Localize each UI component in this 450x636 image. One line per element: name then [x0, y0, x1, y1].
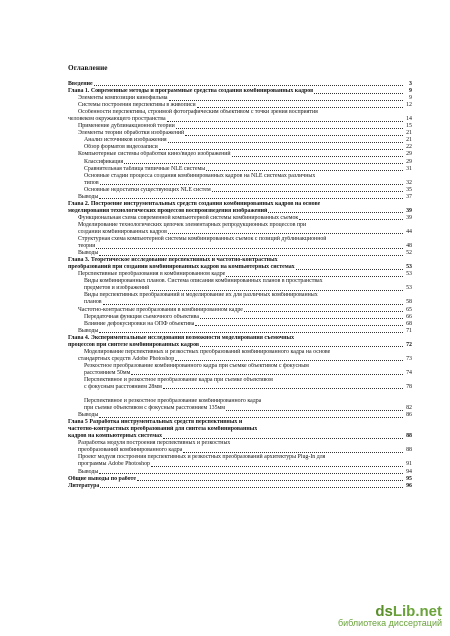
dot-leader: [176, 128, 403, 129]
toc-entry-page: 44: [406, 228, 412, 235]
toc-entry-page: 94: [406, 468, 412, 475]
toc-entry-title: преобразований при создании комбинированных кадров на компьютерных системах: [68, 264, 295, 271]
toc-entry-title: предметов и изображений: [84, 285, 150, 292]
toc-entry-title: человеком окружающего пространства: [68, 116, 166, 123]
toc-entry: [68, 187, 412, 194]
toc-entry-page: 22: [406, 144, 412, 151]
toc-entry-title: теории: [78, 243, 96, 250]
dot-leader: [200, 318, 403, 319]
dot-leader: [163, 438, 403, 439]
toc-entry: [68, 130, 412, 137]
toc-entry: [68, 173, 412, 180]
toc-entry-page: 82: [406, 405, 412, 412]
toc-entry: [68, 151, 412, 158]
toc-entry: [68, 454, 412, 461]
toc-entry-page: 73: [406, 355, 412, 362]
dot-leader: [100, 184, 403, 185]
dot-leader: [159, 149, 403, 150]
toc-entry: [68, 321, 412, 328]
dot-leader: [296, 269, 403, 270]
toc-entry: [68, 370, 412, 377]
dot-leader: [131, 374, 403, 375]
toc-entry: [68, 299, 412, 306]
toc-entry: [68, 412, 412, 419]
toc-entry: [68, 236, 412, 243]
toc-entry-title: Перспективные преобразования в комбинированном кадре: [78, 271, 226, 278]
toc-entry: [68, 250, 412, 257]
toc-entry-title: при съемке объективом с фокусным расстоянием 135мм: [84, 405, 226, 412]
dot-leader: [99, 198, 403, 199]
dot-leader: [206, 170, 403, 171]
toc-entry-page: 21: [406, 137, 412, 144]
toc-entry-title: Общие выводы по работе: [68, 475, 137, 482]
toc-entry-title: планов: [84, 299, 102, 306]
dot-leader: [268, 212, 403, 213]
toc-entry: [68, 314, 412, 321]
toc-entry-title: Применение дублинакционной теории: [78, 123, 175, 130]
dot-leader: [99, 332, 403, 333]
dot-leader: [99, 473, 403, 474]
watermark-logo: dsLib.net: [375, 603, 442, 620]
toc-entry-page: 53: [406, 264, 412, 271]
dot-leader: [226, 410, 403, 411]
toc-entry-page: 86: [406, 412, 412, 419]
dot-leader: [168, 142, 403, 143]
toc-entry-page: 58: [406, 299, 412, 306]
toc-entry: [68, 109, 412, 116]
toc-entry-title: Глава 5 Разработка инструментальных средств перспективных и: [68, 419, 243, 426]
toc-entry-title: создании комбинированных кадров: [78, 228, 167, 235]
toc-entry-page: 37: [406, 193, 412, 200]
toc-entry: [68, 88, 412, 95]
toc-entry-page: 39: [406, 207, 412, 214]
toc-entry-page: 91: [406, 461, 412, 468]
toc-entry: [68, 349, 412, 356]
toc-entry: [68, 461, 412, 468]
toc-entry-page: 78: [406, 384, 412, 391]
toc-entry-title: Глава 3. Теоретическое исследование перспективных и частотно-контрастных: [68, 257, 278, 264]
toc-entry-title: Сравнительная таблица типичные NLE системы: [84, 165, 206, 172]
dot-leader: [200, 346, 403, 347]
toc-entry: [68, 292, 412, 299]
toc-entry-title: преобразований комбинированного кадра: [78, 447, 183, 454]
toc-entry-title: Основные стадии процесса создания комбинированных кадров на NLE системах различных: [84, 172, 316, 179]
dot-leader: [103, 304, 403, 305]
dot-leader: [137, 480, 403, 481]
dot-leader: [169, 100, 403, 101]
toc-entry-title: Моделирование технологических цепочек элементарных репродукционных процессов при: [78, 221, 307, 228]
dot-leader: [314, 93, 403, 94]
toc-entry-page: 32: [406, 179, 412, 186]
toc-entry: [68, 215, 412, 222]
toc-entry: [68, 384, 412, 391]
toc-entry: [68, 229, 412, 236]
toc-entry-page: 35: [406, 186, 412, 193]
toc-entry-page: 88: [406, 447, 412, 454]
toc-entry-title: Перспективное и резкостное преобразование комбинированного кадра: [84, 398, 262, 405]
toc-entry: [68, 264, 412, 271]
watermark-subtitle: библиотека диссертаций: [337, 618, 442, 628]
dot-leader: [195, 325, 403, 326]
toc-entry-title: Выводы: [78, 250, 99, 257]
toc-entry-page: 65: [406, 306, 412, 313]
toc-entry-title: Перспективное и резкостное преобразование кадра при съемке объективом: [84, 376, 273, 383]
dot-leader: [185, 135, 403, 136]
toc-entry-page: 88: [406, 433, 412, 440]
toc-entry: [68, 123, 412, 130]
toc-entry: [68, 335, 412, 342]
dot-leader: [183, 452, 403, 453]
toc-entry: [68, 447, 412, 454]
watermark: [338, 603, 442, 628]
toc-entry: [68, 377, 412, 384]
toc-entry-title: Введение: [68, 81, 93, 87]
toc-entry-title: Элементы композиции кинофильма: [78, 95, 168, 102]
toc-entry-title: стандартных средств Adobe Photoshop: [78, 355, 175, 362]
dot-leader: [96, 248, 403, 249]
toc-entry-title: программы Adobe Photoshop: [78, 461, 150, 468]
toc-entry: [68, 405, 412, 412]
toc-entry: [68, 243, 412, 250]
table-of-contents: [68, 81, 412, 490]
toc-entry: [68, 307, 412, 314]
toc-entry: [68, 222, 412, 229]
toc-entry: [68, 201, 412, 208]
toc-entry-title: Резкостное преобразование комбинированного кадра при съемке объективом с фокусным: [84, 362, 309, 369]
toc-entry-page: 52: [406, 250, 412, 257]
toc-entry-title: Выводы: [78, 327, 99, 334]
toc-entry: [68, 363, 412, 370]
toc-entry-title: Глава 2. Построение инструментальных средств создания комбинированных кадров на основе: [68, 200, 321, 207]
toc-entry: [68, 95, 412, 102]
toc-entry-title: Передаточная функция съемочного объектива: [84, 313, 199, 320]
toc-entry-title: Проект модуля построения перспективных и резкостных преобразований архитектуры Plug-In для: [78, 454, 326, 461]
toc-entry-title: Классификация: [84, 158, 124, 165]
toc-entry-title: Разработка модуля построения перспективных и резкостных: [78, 440, 231, 447]
toc-entry-title: Анализ источников изображения: [84, 137, 167, 144]
toc-entry-title: Выводы: [78, 193, 99, 200]
toc-entry: [68, 81, 412, 88]
toc-entry-title: моделирования технологических процессов воспроизведения изображений: [68, 207, 268, 214]
dot-leader: [151, 466, 403, 467]
toc-entry: [68, 116, 412, 123]
toc-entry: [68, 328, 412, 335]
dot-leader: [163, 388, 403, 389]
toc-entry: [68, 426, 412, 433]
dot-leader: [244, 311, 403, 312]
toc-entry-title: Особенности перспективы, строимой фотографическим объективом с точки зрения восприятия: [78, 109, 318, 116]
toc-entry: [68, 271, 412, 278]
toc-entry: [68, 257, 412, 264]
toc-entry-page: 53: [406, 285, 412, 292]
toc-entry: [68, 285, 412, 292]
toc-entry: [68, 180, 412, 187]
toc-entry-title: с фокусным расстоянием 28мм: [84, 384, 162, 391]
toc-entry-page: 9: [409, 88, 412, 95]
dot-leader: [212, 191, 403, 192]
toc-entry-page: 15: [406, 123, 412, 130]
toc-entry: [68, 483, 412, 490]
toc-entry: [68, 278, 412, 285]
toc-entry-title: частотно-контрастных преобразований для синтеза комбинированных: [68, 426, 258, 433]
toc-entry-page: 71: [406, 327, 412, 334]
toc-entry-page: 12: [406, 102, 412, 109]
dot-leader: [99, 255, 403, 256]
toc-entry: [68, 144, 412, 151]
toc-entry-page: 68: [406, 320, 412, 327]
toc-entry-title: Глава 1. Современные методы и программные средства создания комбинированных кадров: [68, 88, 314, 95]
toc-entry-page: 9: [409, 95, 412, 102]
dot-leader: [175, 360, 403, 361]
toc-entry-page: 53: [406, 271, 412, 278]
dot-leader: [100, 487, 403, 488]
toc-entry-title: Структурная схема компьютерной системы комбинированных съемок с позиций дублинакционной: [78, 236, 327, 243]
toc-entry-page: 74: [406, 369, 412, 376]
toc-entry: [68, 208, 412, 215]
dot-leader: [124, 163, 403, 164]
dot-leader: [168, 233, 403, 234]
dot-leader: [299, 219, 403, 220]
toc-entry: [68, 356, 412, 363]
toc-entry: [68, 194, 412, 201]
toc-entry-title: Виды перспективных преобразований и моделирование их для различных комбинированных: [84, 292, 318, 299]
dot-leader: [232, 156, 403, 157]
toc-entry: [68, 440, 412, 447]
toc-entry-title: процессов при синтезе комбинированных кадров: [68, 341, 200, 348]
dot-leader: [226, 276, 403, 277]
toc-entry-page: 14: [406, 116, 412, 123]
toc-entry-title: Системы построения перспективы в живописи: [78, 102, 196, 109]
dot-leader: [150, 290, 403, 291]
toc-entry-title: Функциональная схема современной компьютерной системы комбинированных съемок: [78, 214, 299, 221]
toc-entry-title: Виды комбинированных планов. Система описания комбинированных планов в пространствах: [84, 278, 323, 285]
toc-entry: [68, 469, 412, 476]
toc-entry-page: 48: [406, 243, 412, 250]
toc-entry-page: 72: [406, 341, 412, 348]
toc-entry: [68, 137, 412, 144]
toc-entry: [68, 342, 412, 349]
toc-entry-title: расстоянием 50мм: [84, 369, 131, 376]
toc-entry-title: типов: [84, 179, 99, 186]
toc-entry-title: Выводы: [78, 468, 99, 475]
toc-entry-title: Глава 4. Экспериментальные исследования возможности моделирования съемочных: [68, 334, 295, 341]
toc-entry: [68, 166, 412, 173]
toc-entry: [68, 433, 412, 440]
toc-entry-page: 21: [406, 130, 412, 137]
toc-entry-page: 29: [406, 151, 412, 158]
toc-entry: [68, 102, 412, 109]
toc-entry: [68, 419, 412, 426]
toc-entry-page: 29: [406, 158, 412, 165]
toc-entry-page: 66: [406, 313, 412, 320]
toc-entry-page: 3: [409, 81, 412, 87]
toc-entry-title: Компьютерные системы обработки кино/видео изображений: [78, 151, 231, 158]
toc-entry-page: 31: [406, 165, 412, 172]
toc-entry-title: кадров на компьютерных системах: [68, 433, 163, 440]
toc-entry-page: 95: [406, 475, 412, 482]
toc-entry-title: Обзор форматов видеозаписи: [84, 144, 158, 151]
toc-entry-page: 96: [406, 482, 412, 489]
toc-entry-title: Частотно-контрастные преобразования в комбинированном кадре: [78, 306, 243, 313]
toc-entry-title: Влияние дефокусировки на ОПФ объектива: [84, 320, 195, 327]
toc-entry: [68, 476, 412, 483]
toc-entry: [68, 398, 412, 405]
toc-entry-title: Элементы теории обработки изображений: [78, 130, 185, 137]
toc-entry-title: Выводы: [78, 412, 99, 419]
dot-leader: [167, 121, 403, 122]
toc-entry-title: Литература: [68, 482, 100, 489]
dot-leader: [94, 85, 403, 86]
toc-spacer: [68, 391, 412, 398]
dot-leader: [197, 107, 403, 108]
toc-entry-page: 39: [406, 214, 412, 221]
page-title: Оглавление: [68, 64, 108, 72]
toc-entry-title: Основные недостатки существующих NLE систем: [84, 186, 211, 193]
toc-entry: [68, 159, 412, 166]
dot-leader: [99, 417, 403, 418]
toc-entry-title: Моделирование перспективных и резкостных преобразований комбинированного кадра на основе: [84, 348, 331, 355]
